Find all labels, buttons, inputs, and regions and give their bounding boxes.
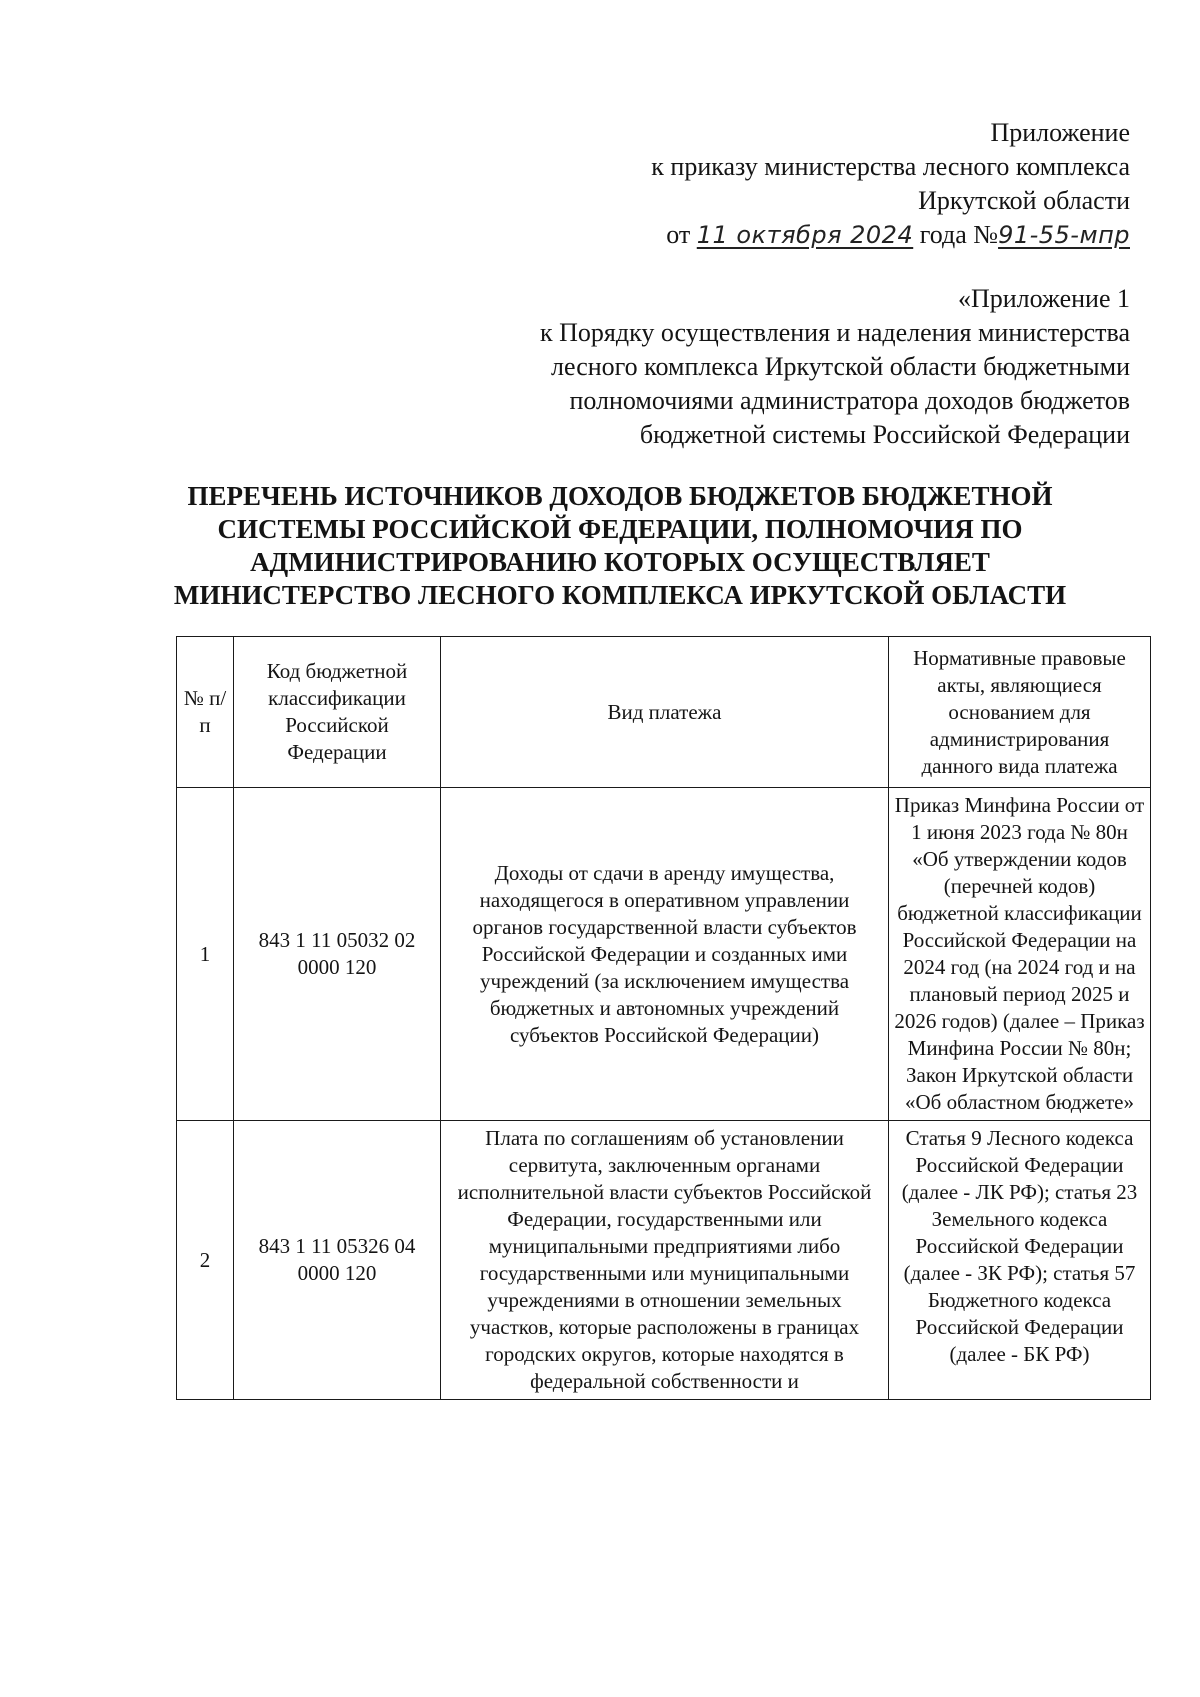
- appendix-line-4: полномочиями администратора доходов бюджетов: [569, 386, 1130, 415]
- document-title: [100, 480, 1140, 612]
- header-code: Код бюджетной классификации Российской Федерации: [234, 637, 441, 788]
- header-payment: Вид платежа: [441, 637, 889, 788]
- header-line-3: Иркутской области: [918, 186, 1130, 215]
- header-num: № п/п: [177, 637, 234, 788]
- appendix-header: [540, 282, 1130, 452]
- appendix-line-1: «Приложение 1: [957, 284, 1130, 313]
- row-num: 1: [177, 788, 234, 1121]
- title-line-2: СИСТЕМЫ РОССИЙСКОЙ ФЕДЕРАЦИИ, ПОЛНОМОЧИЯ ПО: [217, 514, 1023, 544]
- row-code: 843 1 11 05326 04 0000 120: [234, 1121, 441, 1400]
- table-header-row: [177, 637, 1151, 788]
- handwritten-number: 91-55-мпр: [998, 221, 1130, 249]
- header-line-1: Приложение: [990, 118, 1130, 147]
- row-num: 2: [177, 1121, 234, 1400]
- order-header: [651, 116, 1130, 252]
- row-payment: Плата по соглашениям об установлении сервитута, заключенным органами исполнительной власти субъектов Российской Федерации, государственными или муниципальными предприятиями либо государственными или муниципальными учреждениями в отношении земельных участков, которые расположены в границах городских округов, которые находятся в федеральной собственности и: [441, 1121, 889, 1400]
- row-acts: Приказ Минфина России от 1 июня 2023 года № 80н «Об утверждении кодов (перечней кодов) бюджетной классификации Российской Федерации на 2024 год (на 2024 год и на плановый период 2025 и 2026 годов) (далее – Приказ Минфина России № 80н; Закон Иркутской области «Об областном бюджете»: [889, 788, 1151, 1121]
- date-suffix: года №: [919, 220, 999, 249]
- appendix-line-5: бюджетной системы Российской Федерации: [639, 420, 1130, 449]
- header-acts: Нормативные правовые акты, являющиеся основанием для администрирования данного вида платежа: [889, 637, 1151, 788]
- title-line-4: МИНИСТЕРСТВО ЛЕСНОГО КОМПЛЕКСА ИРКУТСКОЙ ОБЛАСТИ: [173, 580, 1067, 610]
- title-line-1: ПЕРЕЧЕНЬ ИСТОЧНИКОВ ДОХОДОВ БЮДЖЕТОВ БЮДЖЕТНОЙ: [187, 481, 1053, 511]
- appendix-line-2: к Порядку осуществления и наделения министерства: [539, 318, 1130, 347]
- row-payment: Доходы от сдачи в аренду имущества, находящегося в оперативном управлении органов государственной власти субъектов Российской Федерации и созданных ими учреждений (за исключением имущества бюджетных и автономных учреждений субъектов Российской Федерации): [441, 788, 889, 1121]
- handwritten-date: 11 октября 2024: [696, 221, 914, 249]
- table-row: [177, 1121, 1151, 1400]
- appendix-line-3: лесного комплекса Иркутской области бюджетными: [551, 352, 1130, 381]
- header-line-2: к приказу министерства лесного комплекса: [651, 152, 1130, 181]
- row-code: 843 1 11 05032 02 0000 120: [234, 788, 441, 1121]
- revenue-sources-table: [176, 636, 1151, 1400]
- title-line-3: АДМИНИСТРИРОВАНИЮ КОТОРЫХ ОСУЩЕСТВЛЯЕТ: [250, 547, 990, 577]
- row-acts: Статья 9 Лесного кодекса Российской Федерации (далее - ЛК РФ); статья 23 Земельного кодекса Российской Федерации (далее - ЗК РФ); статья 57 Бюджетного кодекса Российской Федерации (далее - БК РФ): [889, 1121, 1151, 1400]
- table-row: [177, 788, 1151, 1121]
- header-date-line: [651, 218, 1130, 252]
- date-prefix: от: [666, 220, 691, 249]
